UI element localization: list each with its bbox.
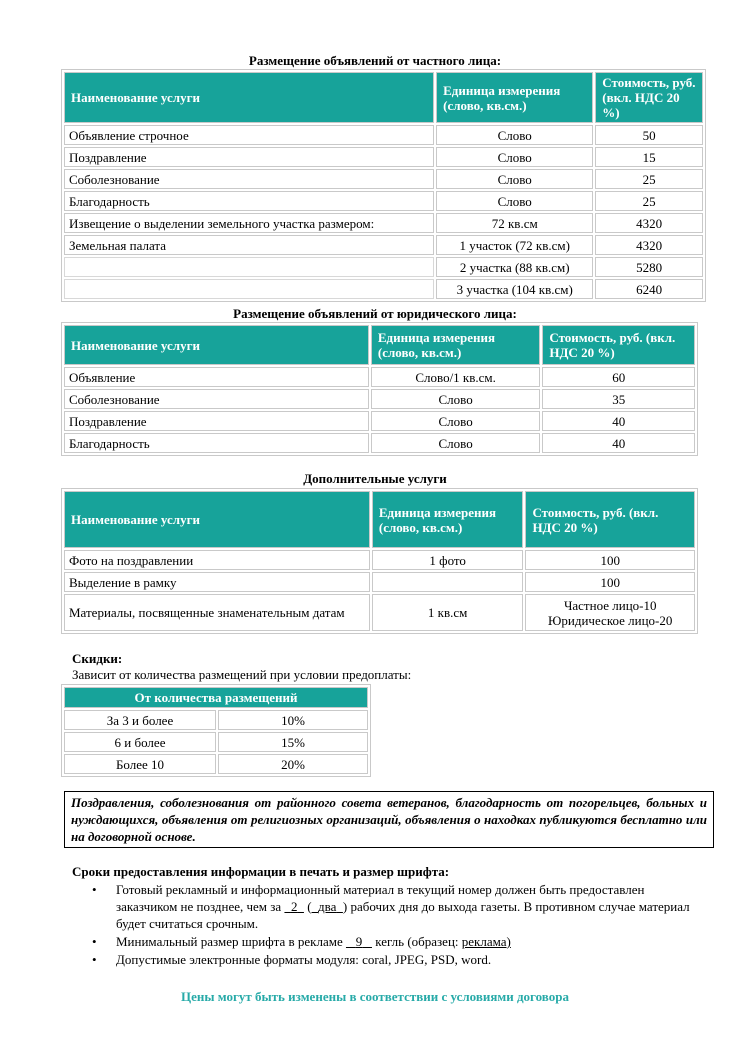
font-sample: реклама) bbox=[461, 934, 511, 949]
unit-value: Слово bbox=[371, 433, 540, 453]
discount-count: 6 и более bbox=[64, 732, 216, 752]
price-value: 25 bbox=[595, 169, 703, 189]
price-value: 4320 bbox=[595, 213, 703, 233]
service-name: Земельная палата bbox=[64, 235, 434, 255]
service-name: Извещение о выделении земельного участка размером: bbox=[64, 213, 434, 233]
column-header-unit: Единица измерения (слово, кв.см.) bbox=[436, 72, 593, 123]
service-name bbox=[64, 279, 434, 299]
price-value: Частное лицо-10 Юридическое лицо-20 bbox=[525, 594, 695, 631]
terms-list bbox=[92, 881, 702, 968]
prices-change-note: Цены могут быть изменены в соответствии с условиями договора bbox=[181, 989, 569, 1004]
column-header-service: Наименование услуги bbox=[64, 72, 434, 123]
price-value: 60 bbox=[542, 367, 695, 387]
days-number: 2 bbox=[290, 899, 298, 914]
discount-percent: 20% bbox=[218, 754, 368, 774]
price-value: 4320 bbox=[595, 235, 703, 255]
table-row bbox=[64, 125, 703, 145]
list-item bbox=[92, 951, 702, 968]
table-row bbox=[64, 710, 368, 730]
table-row bbox=[64, 433, 695, 453]
column-header-service: Наименование услуги bbox=[64, 491, 370, 548]
term-text: Минимальный размер шрифта в рекламе bbox=[116, 934, 343, 949]
table-row bbox=[64, 213, 703, 233]
price-value: 5280 bbox=[595, 257, 703, 277]
discounts-header: От количества размещений bbox=[64, 687, 368, 708]
price-value: 6240 bbox=[595, 279, 703, 299]
service-name: Выделение в рамку bbox=[64, 572, 370, 592]
term-text: кегль (образец: bbox=[375, 934, 459, 949]
column-header-unit: Единица измерения (слово, кв.см.) bbox=[371, 325, 540, 365]
price-value: 50 bbox=[595, 125, 703, 145]
discount-count: Более 10 bbox=[64, 754, 216, 774]
price-value: 40 bbox=[542, 411, 695, 431]
terms-title: Сроки предоставления информации в печать и размер шрифта: bbox=[72, 864, 450, 879]
service-name: Соболезнование bbox=[64, 169, 434, 189]
extra-section-title: Дополнительные услуги bbox=[303, 471, 447, 486]
price-value: 100 bbox=[525, 550, 695, 570]
table-row bbox=[64, 594, 695, 631]
table-row bbox=[64, 389, 695, 409]
unit-value: 3 участка (104 кв.см) bbox=[436, 279, 593, 299]
service-name: Соболезнование bbox=[64, 389, 369, 409]
discount-percent: 15% bbox=[218, 732, 368, 752]
extra-services-table bbox=[61, 488, 698, 634]
bullet-icon: • bbox=[92, 934, 97, 949]
unit-value: 72 кв.см bbox=[436, 213, 593, 233]
table-row bbox=[64, 732, 368, 752]
unit-value: Слово bbox=[436, 169, 593, 189]
service-name bbox=[64, 257, 434, 277]
service-name: Объявление строчное bbox=[64, 125, 434, 145]
unit-value: Слово bbox=[436, 147, 593, 167]
unit-value: 1 фото bbox=[372, 550, 524, 570]
discount-count: За 3 и более bbox=[64, 710, 216, 730]
service-name: Материалы, посвященные знаменательным датам bbox=[64, 594, 370, 631]
price-value: 15 bbox=[595, 147, 703, 167]
discount-percent: 10% bbox=[218, 710, 368, 730]
discounts-subtitle: Зависит от количества размещений при условии предоплаты: bbox=[72, 667, 412, 682]
list-item: • Готовый рекламный и информационный материал в текущий номер должен быть предоставлен заказчиком не позднее, чем за 2 ( два ) рабочих дня до выхода газеты. В противном случае материал будет считаться срочным. bbox=[92, 882, 690, 931]
unit-value: 1 участок (72 кв.см) bbox=[436, 235, 593, 255]
table-row bbox=[64, 572, 695, 592]
unit-value: Слово bbox=[371, 389, 540, 409]
column-header-service: Наименование услуги bbox=[64, 325, 369, 365]
legal-price-table bbox=[61, 322, 698, 456]
bullet-icon: • bbox=[92, 952, 97, 967]
unit-value: Слово bbox=[436, 125, 593, 145]
unit-value: Слово bbox=[436, 191, 593, 211]
column-header-price: Стоимость, руб. (вкл. НДС 20 %) bbox=[525, 491, 695, 548]
table-row bbox=[64, 754, 368, 774]
price-value: 35 bbox=[542, 389, 695, 409]
discounts-table bbox=[61, 684, 371, 777]
price-value: 25 bbox=[595, 191, 703, 211]
service-name: Фото на поздравлении bbox=[64, 550, 370, 570]
table-row bbox=[64, 169, 703, 189]
service-name: Поздравление bbox=[64, 411, 369, 431]
service-name: Поздравление bbox=[64, 147, 434, 167]
table-row bbox=[64, 411, 695, 431]
bullet-icon: • bbox=[92, 882, 97, 897]
unit-value: Слово/1 кв.см. bbox=[371, 367, 540, 387]
table-row bbox=[64, 191, 703, 211]
legal-section-title: Размещение объявлений от юридического лица: bbox=[233, 306, 517, 321]
unit-value: Слово bbox=[371, 411, 540, 431]
unit-value: 1 кв.см bbox=[372, 594, 524, 631]
table-row bbox=[64, 235, 703, 255]
price-value: 40 bbox=[542, 433, 695, 453]
free-publication-notice: Поздравления, соболезнования от районного совета ветеранов, благодарность от погорельцев, больных и нуждающихся, объявления от религиозных организаций, объявления о находках публикуются бесплатно или на договорной основе. bbox=[64, 791, 714, 848]
term-text: Допустимые электронные форматы модуля: coral, JPEG, PSD, word. bbox=[116, 952, 492, 967]
service-name: Объявление bbox=[64, 367, 369, 387]
column-header-price: Стоимость, руб. (вкл. НДС 20 %) bbox=[542, 325, 695, 365]
days-word: два bbox=[318, 899, 337, 914]
table-row bbox=[64, 257, 703, 277]
private-price-table bbox=[61, 69, 706, 302]
service-name: Благодарность bbox=[64, 191, 434, 211]
table-row bbox=[64, 367, 695, 387]
term-text: Готовый рекламный и информационный материал в текущий номер должен быть предоставлен заказчиком не позднее, чем за bbox=[116, 882, 645, 914]
table-row bbox=[64, 279, 703, 299]
unit-value bbox=[372, 572, 524, 592]
font-size-value: 9 bbox=[355, 934, 363, 949]
price-value: 100 bbox=[525, 572, 695, 592]
term-text: рабочих дня до выхода газеты. В противном случае материал будет считаться срочным. bbox=[116, 899, 690, 931]
unit-value: 2 участка (88 кв.см) bbox=[436, 257, 593, 277]
table-row bbox=[64, 147, 703, 167]
discounts-title: Скидки: bbox=[72, 651, 123, 666]
column-header-price: Стоимость, руб. (вкл. НДС 20 %) bbox=[595, 72, 703, 123]
service-name: Благодарность bbox=[64, 433, 369, 453]
private-section-title: Размещение объявлений от частного лица: bbox=[248, 53, 502, 68]
table-row bbox=[64, 550, 695, 570]
column-header-unit: Единица измерения (слово, кв.см.) bbox=[372, 491, 524, 548]
list-item bbox=[92, 933, 702, 950]
